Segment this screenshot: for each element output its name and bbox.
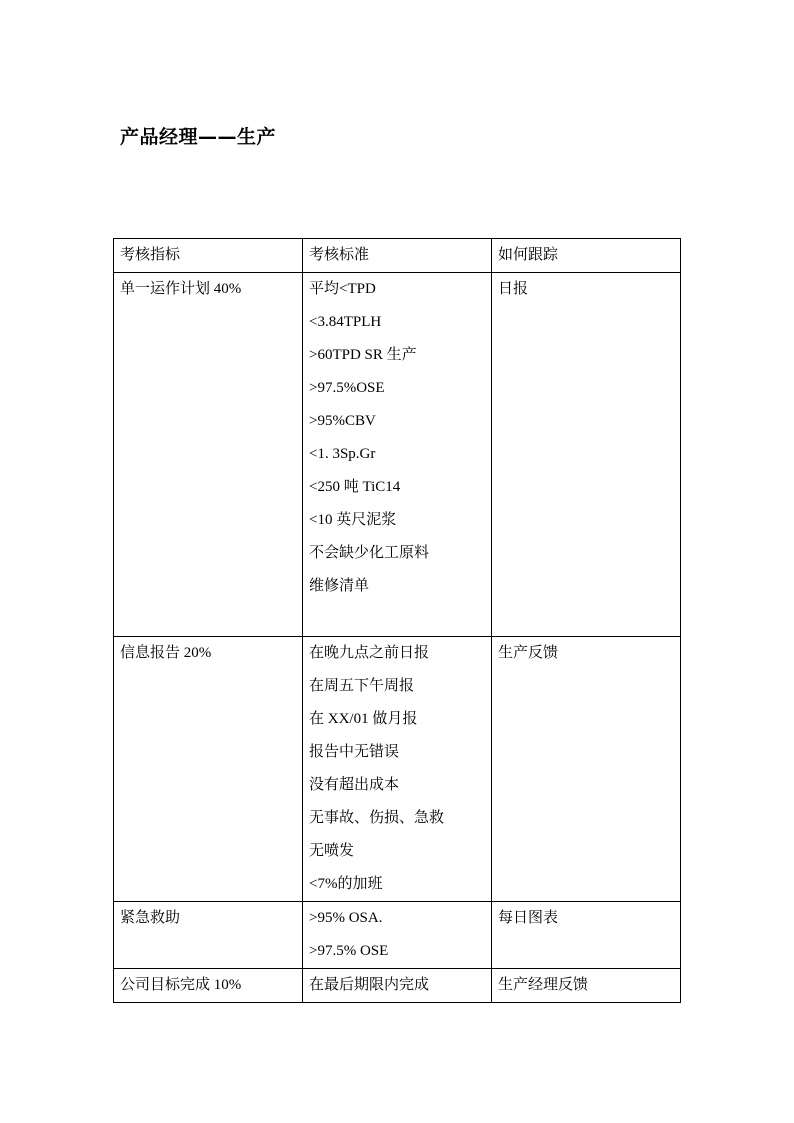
- table-row: [114, 902, 681, 969]
- standard-item: <1. 3Sp.Gr: [309, 446, 376, 462]
- standard-item: 平均<TPD: [309, 281, 376, 297]
- page-title: 产品经理——生产: [120, 126, 277, 148]
- indicator-cell: 紧急救助: [114, 902, 303, 969]
- standard-item: >97.5% OSE: [309, 943, 389, 959]
- standard-item: 维修清单: [309, 578, 370, 594]
- standard-item: 在最后期限内完成: [309, 977, 430, 993]
- header-indicator: 考核指标: [114, 239, 303, 273]
- table-row: [114, 637, 681, 902]
- standard-item: 不会缺少化工原料: [309, 545, 430, 561]
- indicator-cell: 信息报告 20%: [114, 637, 303, 902]
- standard-item: 没有超出成本: [309, 777, 400, 793]
- standard-item: 在 XX/01 做月报: [309, 711, 418, 727]
- standard-item: >95%CBV: [309, 413, 376, 429]
- standards-cell: [303, 637, 492, 902]
- standards-cell: [303, 969, 492, 1003]
- standard-item: 在周五下午周报: [309, 678, 415, 694]
- table-row: [114, 273, 681, 637]
- standard-item: >97.5%OSE: [309, 380, 385, 396]
- table-row: [114, 969, 681, 1003]
- standard-item: <250 吨 TiC14: [309, 479, 401, 495]
- table-header-row: [114, 239, 681, 273]
- standard-item: >60TPD SR 生产: [309, 347, 417, 363]
- standard-item: 在晚九点之前日报: [309, 645, 430, 661]
- standards-cell: [303, 273, 492, 637]
- standard-item: 无事故、伤损、急救: [309, 810, 445, 826]
- indicator-cell: 公司目标完成 10%: [114, 969, 303, 1003]
- tracking-cell: 生产反馈: [492, 637, 681, 902]
- header-tracking: 如何跟踪: [492, 239, 681, 273]
- standard-item: <7%的加班: [309, 876, 383, 892]
- indicator-cell: 单一运作计划 40%: [114, 273, 303, 637]
- standards-cell: [303, 902, 492, 969]
- standard-item: <3.84TPLH: [309, 314, 382, 330]
- header-standard: 考核标准: [303, 239, 492, 273]
- kpi-table: [113, 238, 681, 1003]
- tracking-cell: 每日图表: [492, 902, 681, 969]
- standard-item: >95% OSA.: [309, 910, 383, 926]
- tracking-cell: 生产经理反馈: [492, 969, 681, 1003]
- tracking-cell: 日报: [492, 273, 681, 637]
- standard-item: 报告中无错误: [309, 744, 400, 760]
- standard-item: <10 英尺泥浆: [309, 512, 397, 528]
- standard-item: 无喷发: [309, 843, 355, 859]
